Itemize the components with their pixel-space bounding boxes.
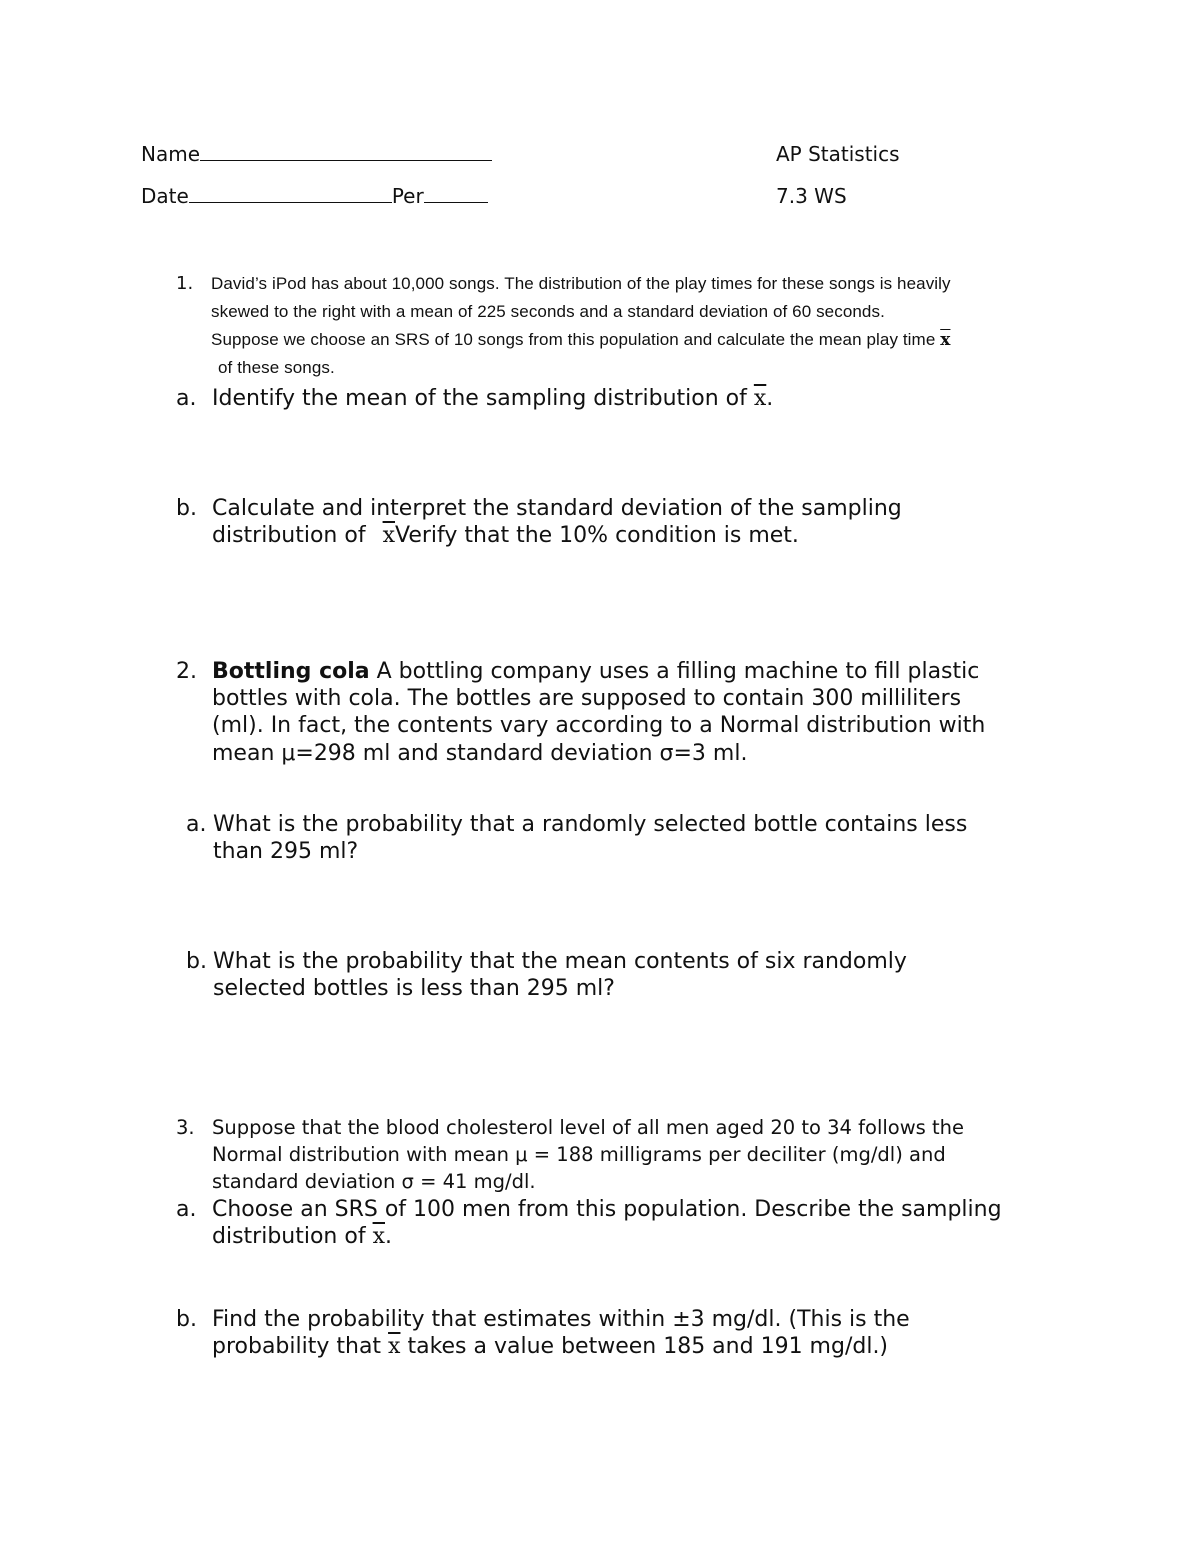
q3b-line-2-post: takes a value between 185 and 191 mg/dl.)	[400, 1334, 889, 1359]
q2-title: Bottling cola	[212, 659, 370, 684]
q1-xbar-symbol: $\overline{x}$	[940, 330, 951, 350]
q3b-line-2	[212, 1333, 888, 1360]
q2b-label: b.	[186, 949, 207, 974]
q1a-label: a.	[176, 386, 197, 411]
q2-line-1	[212, 658, 979, 685]
q3a-xbar: $\overline{x}$	[372, 1224, 385, 1249]
q2-line-3: (ml). In fact, the contents vary according to a Normal distribution with	[212, 713, 986, 738]
q1-number: 1.	[176, 273, 194, 294]
q3b-xbar: $\overline{x}$	[388, 1334, 401, 1359]
q1b-line-1: Calculate and interpret the standard deviation of the sampling	[212, 496, 902, 521]
q3a-line-2	[212, 1223, 392, 1250]
q3b-label: b.	[176, 1307, 197, 1332]
q1b-line-2	[212, 522, 799, 549]
q1a-xbar: $\overline{x}$	[753, 386, 767, 411]
q3-line-3: standard deviation σ = 41 mg/dl.	[212, 1170, 536, 1193]
date-line	[141, 184, 488, 208]
q3a-line-2-pre: distribution of	[212, 1224, 373, 1249]
q2a-line-2: than 295 ml?	[213, 839, 359, 864]
q3b-line-1: Find the probability that estimates within ±3 mg/dl. (This is the	[212, 1307, 910, 1332]
q3-number: 3.	[176, 1116, 195, 1139]
q2a-line-1: What is the probability that a randomly selected bottle contains less	[213, 812, 968, 837]
q3a-line-2-post: .	[385, 1224, 392, 1249]
q3-line-2: Normal distribution with mean μ = 188 milligrams per deciliter (mg/dl) and	[212, 1143, 946, 1166]
q1-line-3	[211, 326, 950, 354]
name-blank[interactable]	[200, 142, 492, 161]
date-label: Date	[141, 184, 189, 208]
q1-line-3-text: Suppose we choose an SRS of 10 songs from this population and calculate the mean play time	[211, 330, 936, 349]
q1a-question: Identify the mean of the sampling distribution of	[212, 386, 754, 411]
q1a-text	[212, 385, 773, 412]
q3b-line-2-pre: probability that	[212, 1334, 389, 1359]
q1-line-4: of these songs.	[218, 358, 335, 377]
per-label: Per	[391, 184, 424, 208]
q3a-line-1: Choose an SRS of 100 men from this population. Describe the sampling	[212, 1197, 1002, 1222]
q1-line-2: skewed to the right with a mean of 225 seconds and a standard deviation of 60 seconds.	[211, 302, 885, 321]
q2-number: 2.	[176, 659, 197, 684]
q1b-line-2-post: Verify that the 10% condition is met.	[395, 523, 799, 548]
course-title: AP Statistics	[776, 142, 900, 166]
q2b-line-2: selected bottles is less than 295 ml?	[213, 976, 615, 1001]
q2b-line-1: What is the probability that the mean contents of six randomly	[213, 949, 907, 974]
q2-line-1-text: A bottling company uses a filling machine to fill plastic	[369, 659, 980, 684]
date-blank[interactable]	[189, 184, 392, 203]
q2a-label: a.	[186, 812, 207, 837]
q1b-xbar: $\overline{x}$	[382, 523, 395, 548]
q1-line-1: David’s iPod has about 10,000 songs. The distribution of the play times for these songs is heavily	[211, 274, 951, 293]
per-blank[interactable]	[424, 184, 488, 203]
q3-line-1: Suppose that the blood cholesterol level of all men aged 20 to 34 follows the	[212, 1116, 965, 1139]
q2-line-2: bottles with cola. The bottles are supposed to contain 300 milliliters	[212, 686, 962, 711]
q3a-label: a.	[176, 1197, 197, 1222]
q1a-end: .	[766, 386, 774, 411]
q1b-label: b.	[176, 496, 197, 521]
name-line	[141, 142, 492, 166]
name-label: Name	[141, 142, 201, 166]
q1b-line-2-pre: distribution of	[212, 523, 373, 548]
worksheet-id: 7.3 WS	[776, 184, 847, 208]
q2-line-4: mean μ=298 ml and standard deviation σ=3 ml.	[212, 741, 748, 766]
